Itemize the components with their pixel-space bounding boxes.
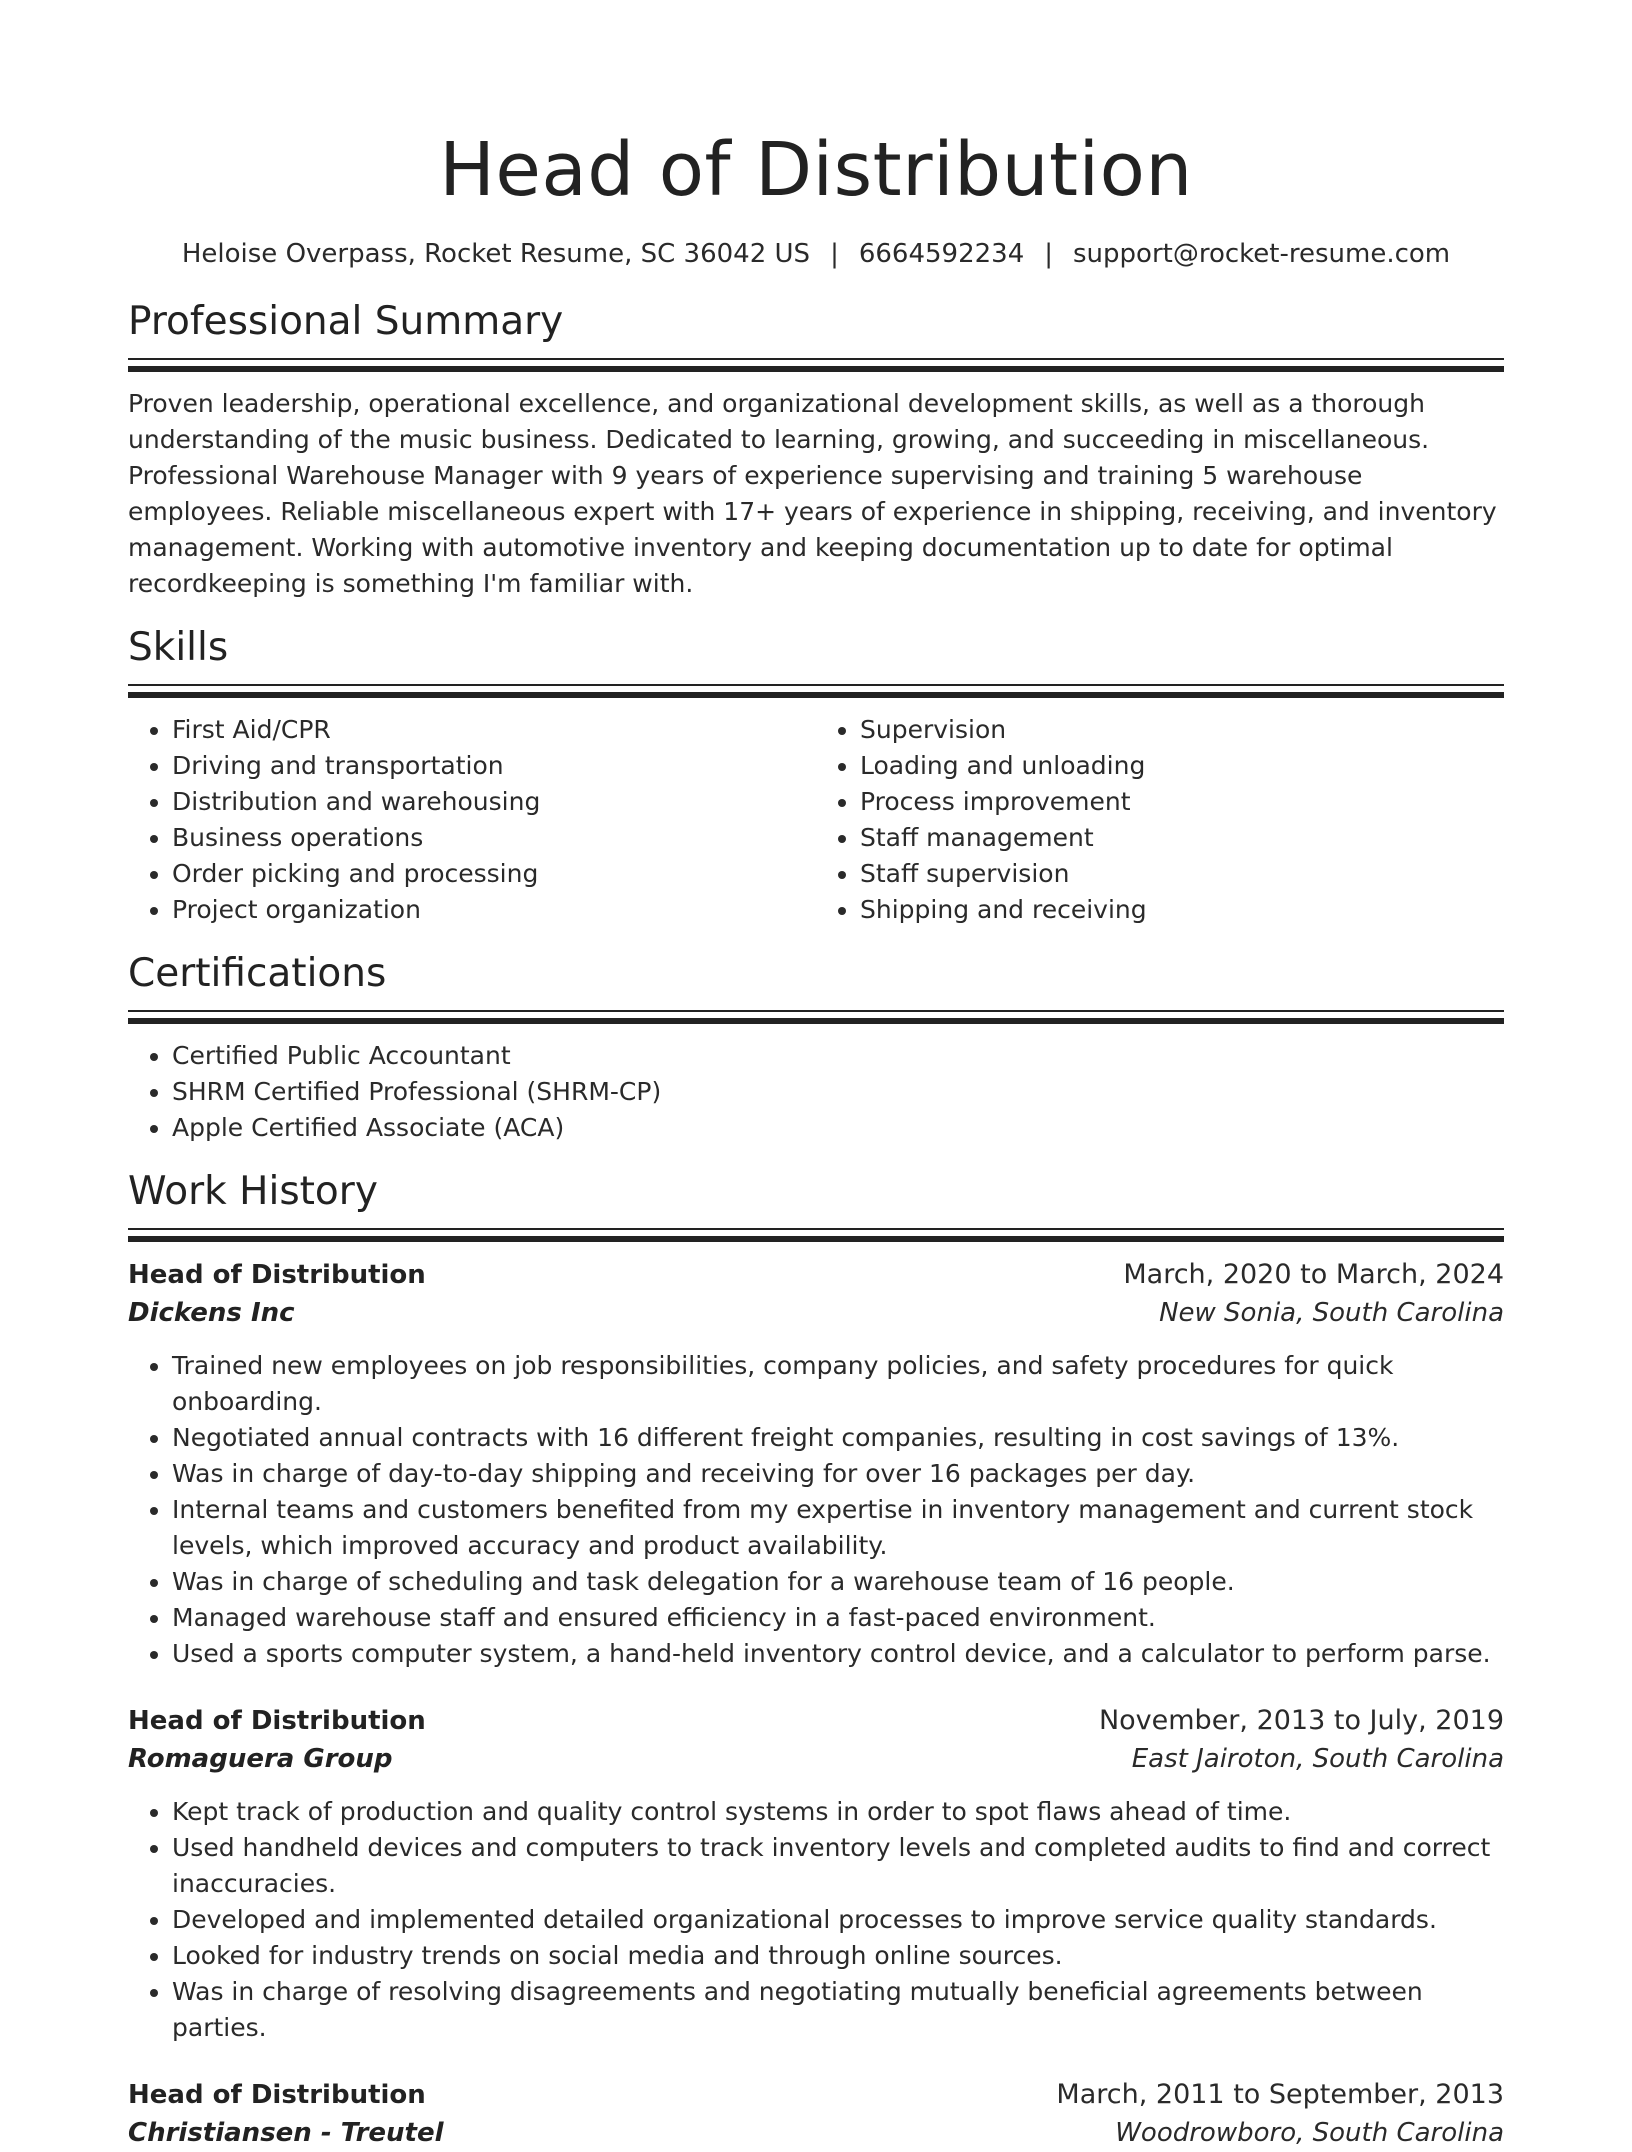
skill-item: • Business operations	[172, 820, 816, 856]
skill-item: • Staff management	[860, 820, 1504, 856]
job-location: Woodrowboro, South Carolina	[1115, 2118, 1504, 2148]
job-header	[128, 1702, 1504, 1740]
job-title: Head of Distribution	[128, 2080, 426, 2110]
job-bullet: • Managed warehouse staff and ensured efficiency in a fast-paced environment.	[172, 1600, 1504, 1636]
skills-grid	[128, 712, 1504, 928]
company-name: Dickens Inc	[128, 1298, 295, 1328]
section-divider	[128, 1228, 1504, 1244]
job-dates: March, 2020 to March, 2024	[1123, 1259, 1504, 1290]
contact-email: support@rocket-resume.com	[1073, 239, 1451, 269]
job-entry	[128, 1702, 1504, 2046]
summary-section	[128, 296, 1504, 602]
job-subheader	[128, 2114, 1504, 2152]
skill-item: • Loading and unloading	[860, 748, 1504, 784]
job-bullets	[128, 1794, 1504, 2046]
job-entry	[128, 2076, 1504, 2152]
job-bullet: • Internal teams and customers benefited from my expertise in inventory management and current stock levels, which improved accuracy and product availability.	[172, 1492, 1504, 1564]
job-location: New Sonia, South Carolina	[1159, 1298, 1504, 1328]
skills-heading: Skills	[128, 625, 229, 670]
company-name: Romaguera Group	[128, 1744, 393, 1774]
work-history-section	[128, 1166, 1504, 2152]
contact-line	[128, 236, 1504, 272]
skills-list-right	[816, 712, 1504, 928]
summary-heading: Professional Summary	[128, 299, 564, 344]
skill-item: • Order picking and processing	[172, 856, 816, 892]
skills-list-left	[128, 712, 816, 928]
resume-page	[128, 0, 1504, 2152]
job-subheader	[128, 1294, 1504, 1332]
contact-separator: |	[830, 239, 839, 269]
job-bullet: • Used handheld devices and computers to track inventory levels and completed audits to find and correct inaccuracies.	[172, 1830, 1504, 1902]
job-title: Head of Distribution	[128, 1260, 426, 1290]
certification-item: • Apple Certified Associate (ACA)	[172, 1110, 1504, 1146]
skill-item: • Shipping and receiving	[860, 892, 1504, 928]
certifications-section	[128, 948, 1504, 1146]
skill-item: • Staff supervision	[860, 856, 1504, 892]
skill-item: • Distribution and warehousing	[172, 784, 816, 820]
job-bullet: • Was in charge of resolving disagreements and negotiating mutually beneficial agreements between parties.	[172, 1974, 1504, 2046]
job-bullet: • Looked for industry trends on social media and through online sources.	[172, 1938, 1504, 1974]
job-bullet: • Was in charge of scheduling and task delegation for a warehouse team of 16 people.	[172, 1564, 1504, 1600]
job-bullets	[128, 1348, 1504, 1672]
job-title: Head of Distribution	[128, 1706, 426, 1736]
job-bullet: • Trained new employees on job responsibilities, company policies, and safety procedures for quick onboarding.	[172, 1348, 1504, 1420]
certifications-heading: Certifications	[128, 951, 387, 996]
job-entry	[128, 1256, 1504, 1672]
certification-item: • Certified Public Accountant	[172, 1038, 1504, 1074]
job-bullet: • Used a sports computer system, a hand-held inventory control device, and a calculator to perform parse.	[172, 1636, 1504, 1672]
contact-phone: 6664592234	[858, 239, 1025, 269]
job-header	[128, 2076, 1504, 2114]
skill-item: • Process improvement	[860, 784, 1504, 820]
company-name: Christiansen - Treutel	[128, 2118, 444, 2148]
skill-item: • Supervision	[860, 712, 1504, 748]
contact-separator: |	[1044, 239, 1054, 269]
section-divider	[128, 358, 1504, 374]
section-divider	[128, 684, 1504, 700]
certifications-list	[128, 1038, 1504, 1146]
job-subheader	[128, 1740, 1504, 1778]
work-history-heading: Work History	[128, 1169, 378, 1214]
contact-address: Heloise Overpass, Rocket Resume, SC 36042 US	[181, 239, 811, 269]
skills-section	[128, 622, 1504, 928]
job-bullet: • Negotiated annual contracts with 16 different freight companies, resulting in cost savings of 13%.	[172, 1420, 1504, 1456]
summary-text: Proven leadership, operational excellence, and organizational development skills, as well as a thorough understanding of the music business. Dedicated to learning, growing, and succeeding in miscellaneous. Professional Warehouse Manager with 9 years of experience supervising and training 5 warehouse employees. Reliable miscellaneous expert with 17+ years of experience in shipping, receiving, and inventory management. Working with automotive inventory and keeping documentation up to date for optimal recordkeeping is something I'm familiar with.	[128, 389, 1497, 598]
skill-item: • Driving and transportation	[172, 748, 816, 784]
job-dates: March, 2011 to September, 2013	[1056, 2079, 1504, 2110]
skill-item: • First Aid/CPR	[172, 712, 816, 748]
job-dates: November, 2013 to July, 2019	[1098, 1705, 1504, 1736]
skill-item: • Project organization	[172, 892, 816, 928]
job-bullet: • Was in charge of day-to-day shipping and receiving for over 16 packages per day.	[172, 1456, 1504, 1492]
section-divider	[128, 1010, 1504, 1026]
certification-item: • SHRM Certified Professional (SHRM-CP)	[172, 1074, 1504, 1110]
job-header	[128, 1256, 1504, 1294]
job-bullet: • Kept track of production and quality control systems in order to spot flaws ahead of time.	[172, 1794, 1504, 1830]
page-title: Head of Distribution	[439, 127, 1193, 213]
job-location: East Jairoton, South Carolina	[1131, 1744, 1504, 1774]
job-bullet: • Developed and implemented detailed organizational processes to improve service quality standards.	[172, 1902, 1504, 1938]
